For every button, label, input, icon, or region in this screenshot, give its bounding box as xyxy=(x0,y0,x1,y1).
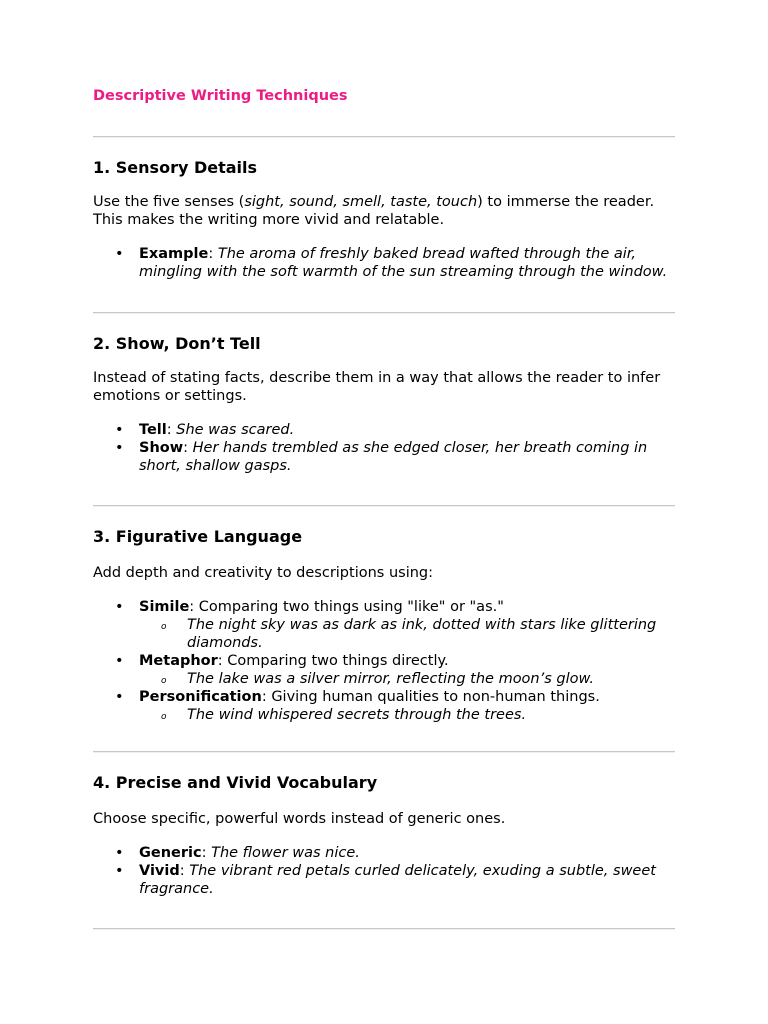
list-item: • Example: The aroma of freshly baked bread wafted through the air, mingling with the soft warmth of the sun streaming through the window. xyxy=(93,245,675,281)
document-title: Descriptive Writing Techniques xyxy=(93,88,348,104)
section-figurative-language xyxy=(93,527,675,723)
bullet-example: The vibrant red petals curled delicately, exuding a subtle, sweet fragrance. xyxy=(139,863,656,897)
divider xyxy=(93,751,675,753)
intro-senses-list: sight, sound, smell, taste, touch xyxy=(244,194,478,210)
bullet-list xyxy=(93,245,675,281)
list-item: • Show: Her hands trembled as she edged closer, her breath coming in short, shallow gasps. xyxy=(93,439,675,475)
section-intro: Add depth and creativity to descriptions using: xyxy=(93,565,434,581)
section-show-dont-tell xyxy=(93,334,675,474)
bullet-example: The aroma of freshly baked bread wafted through the air, mingling with the soft warmth of the sun streaming through the window. xyxy=(139,246,668,280)
list-item: • Metaphor: Comparing two things directly. o The lake was a silver mirror, reflecting the moon’s glow. xyxy=(93,652,675,688)
section-sensory-details xyxy=(93,158,675,280)
bullet-term: Example xyxy=(139,246,209,262)
list-item: • Vivid: The vibrant red petals curled delicately, exuding a subtle, sweet fragrance. xyxy=(93,862,675,898)
list-item: • Generic: The flower was nice. xyxy=(93,844,675,862)
bullet-description: Comparing two things directly. xyxy=(227,653,449,669)
divider xyxy=(93,136,675,138)
sub-list xyxy=(139,616,675,652)
divider xyxy=(93,505,675,507)
bullet-description: Giving human qualities to non-human things. xyxy=(271,689,600,705)
bullet-term: Show xyxy=(139,440,184,456)
divider xyxy=(93,312,675,314)
list-item: • Personification: Giving human qualities to non-human things. o The wind whispered secrets through the trees. xyxy=(93,688,675,724)
section-intro xyxy=(93,193,675,229)
intro-text: Use the five senses ( xyxy=(93,194,245,210)
sub-list xyxy=(139,670,675,688)
bullet-description: Comparing two things using "like" or "as." xyxy=(198,599,504,615)
bullet-list xyxy=(93,421,675,475)
section-heading: 2. Show, Don’t Tell xyxy=(93,334,261,353)
bullet-term: Tell xyxy=(139,422,167,438)
bullet-list xyxy=(93,844,675,898)
bullet-example: Her hands trembled as she edged closer, her breath coming in short, shallow gasps. xyxy=(139,440,648,474)
section-heading: 1. Sensory Details xyxy=(93,158,258,177)
list-item: • Tell: She was scared. xyxy=(93,421,675,439)
list-item: • Simile: Comparing two things using "like" or "as." o The night sky was as dark as ink, dotted with stars like glittering diamonds. xyxy=(93,598,675,652)
section-heading: 4. Precise and Vivid Vocabulary xyxy=(93,773,378,792)
bullet-term: Generic xyxy=(139,845,202,861)
divider xyxy=(93,928,675,930)
intro-text-end: ) to immerse the reader. This makes the writing more vivid and relatable. xyxy=(93,194,655,228)
bullet-example: She was scared. xyxy=(176,422,295,438)
sub-list-item: o The night sky was as dark as ink, dotted with stars like glittering diamonds. xyxy=(139,616,675,652)
bullet-example: The flower was nice. xyxy=(211,845,360,861)
sub-list-item: o The lake was a silver mirror, reflecting the moon’s glow. xyxy=(139,670,675,688)
sub-list xyxy=(139,706,675,724)
bullet-list xyxy=(93,598,675,724)
section-intro: Instead of stating facts, describe them in a way that allows the reader to infer emotions or settings. xyxy=(93,370,661,404)
bullet-term: Vivid xyxy=(139,863,180,879)
section-heading: 3. Figurative Language xyxy=(93,527,303,546)
section-intro: Choose specific, powerful words instead of generic ones. xyxy=(93,811,506,827)
bullet-term: Metaphor xyxy=(139,653,218,669)
bullet-term: Personification xyxy=(139,689,262,705)
sub-list-item: o The wind whispered secrets through the trees. xyxy=(139,706,675,724)
section-precise-vocabulary xyxy=(93,773,675,897)
bullet-term: Simile xyxy=(139,599,190,615)
